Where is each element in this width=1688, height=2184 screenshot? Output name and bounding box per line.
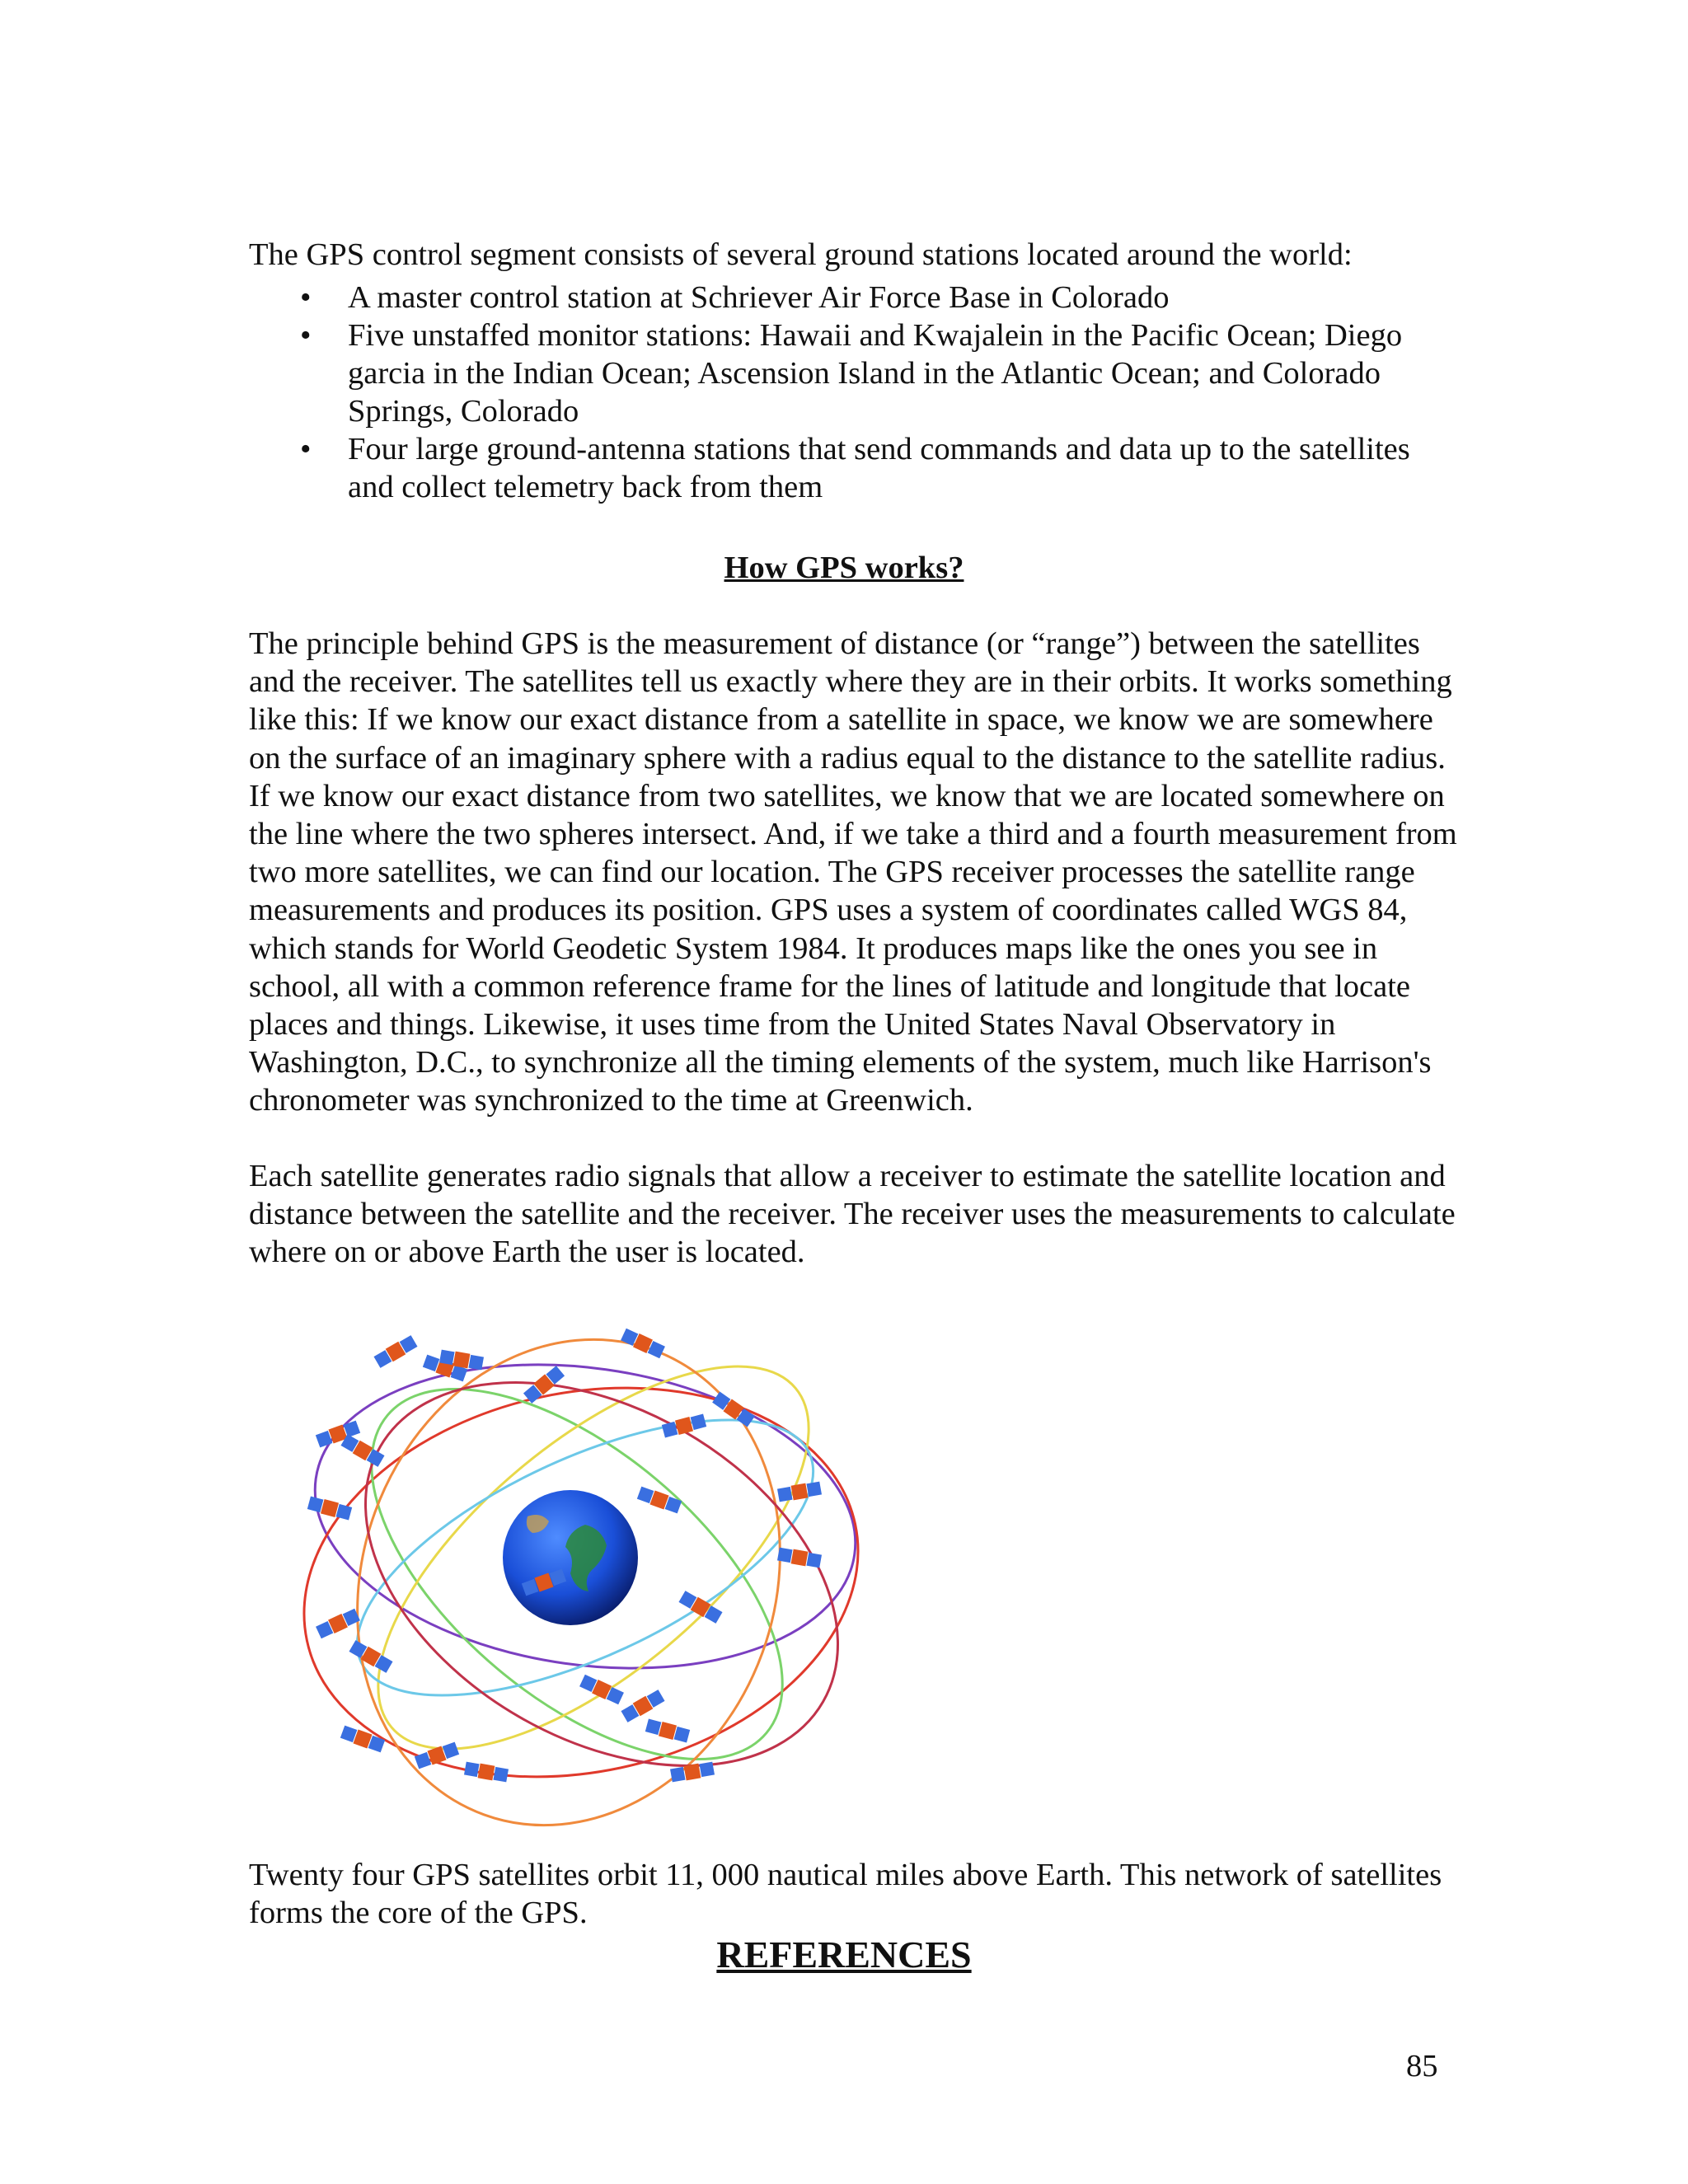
intro-paragraph: The GPS control segment consists of several ground stations located around the world: (249, 237, 1353, 272)
figure-caption: Twenty four GPS satellites orbit 11, 000 nautical miles above Earth. This network of satellites forms the core of the GPS. (249, 1858, 1442, 1930)
list-item-text: Five unstaffed monitor stations: Hawaii and Kwajalein in the Pacific Ocean; Diego garcia in the Indian Ocean; Ascension Island in the Atlantic Ocean; and Colorado Springs, Colorado (348, 318, 1403, 429)
list-item-text: Four large ground-antenna stations that send commands and data up to the satellites and collect telemetry back from them (348, 432, 1410, 504)
satellite-icon (777, 1481, 822, 1503)
list-item-text: A master control station at Schriever Air Force Base in Colorado (348, 280, 1170, 315)
principle-paragraph: The principle behind GPS is the measurement of distance (or “range”) between the satellites and the receiver. The satellites tell us exactly where they are in their orbits. It works something like this: If we know our exact distance from a satellite in space, we know we are somewhere on the surface of an imaginary sphere with a radius equal to the distance to the satellite radius. If we know our exact distance from two satellites, we know that we are located somewhere on the line where the two spheres intersect. And, if we take a third and a fourth measurement from two more satellites, we can find our location. The GPS receiver processes the satellite range measurements and produces its position. GPS uses a system of coordinates called WGS 84, which stands for World Geodetic System 1984. It produces maps like the ones you see in school, all with a common reference frame for the lines of latitude and longitude that locate places and things. Likewise, it uses time from the United States Naval Observatory in Washington, D.C., to synchronize all the timing elements of the system, much like Harrison's chronometer was synchronized to the time at Greenwich. (249, 626, 1457, 1118)
signals-paragraph: Each satellite generates radio signals that allow a receiver to estimate the satellite location and distance between the satellite and the receiver. The receiver uses the measurements to calculate where on or above Earth the user is located. (249, 1159, 1456, 1270)
satellite-icon (670, 1761, 715, 1783)
bullet-icon: • (300, 318, 312, 353)
satellite-icon (340, 1725, 385, 1754)
satellite-icon (712, 1391, 756, 1428)
satellite-icon (307, 1496, 353, 1521)
bullet-icon: • (300, 432, 312, 466)
satellite-icon (316, 1608, 361, 1639)
page-number: 85 (1406, 2049, 1438, 2083)
satellite-icon (621, 1689, 665, 1723)
satellite-icon (777, 1547, 822, 1569)
list-item (249, 430, 1452, 506)
satellite-icon (579, 1674, 625, 1705)
satellite-icon (523, 1365, 565, 1404)
satellite-icon (464, 1761, 509, 1783)
section-heading: How GPS works? (724, 551, 964, 585)
gps-constellation-illustration (272, 1310, 898, 1838)
list-item (249, 316, 1452, 430)
satellite-icon (636, 1486, 682, 1515)
satellite-icon (662, 1413, 707, 1439)
satellite-icon (645, 1718, 691, 1744)
earth-globe (503, 1490, 638, 1625)
satellite-icon (373, 1334, 418, 1369)
list-item (249, 279, 1452, 316)
bullet-icon: • (300, 280, 312, 315)
control-segment-list (249, 279, 1452, 506)
references-heading: REFERENCES (716, 1933, 972, 1975)
